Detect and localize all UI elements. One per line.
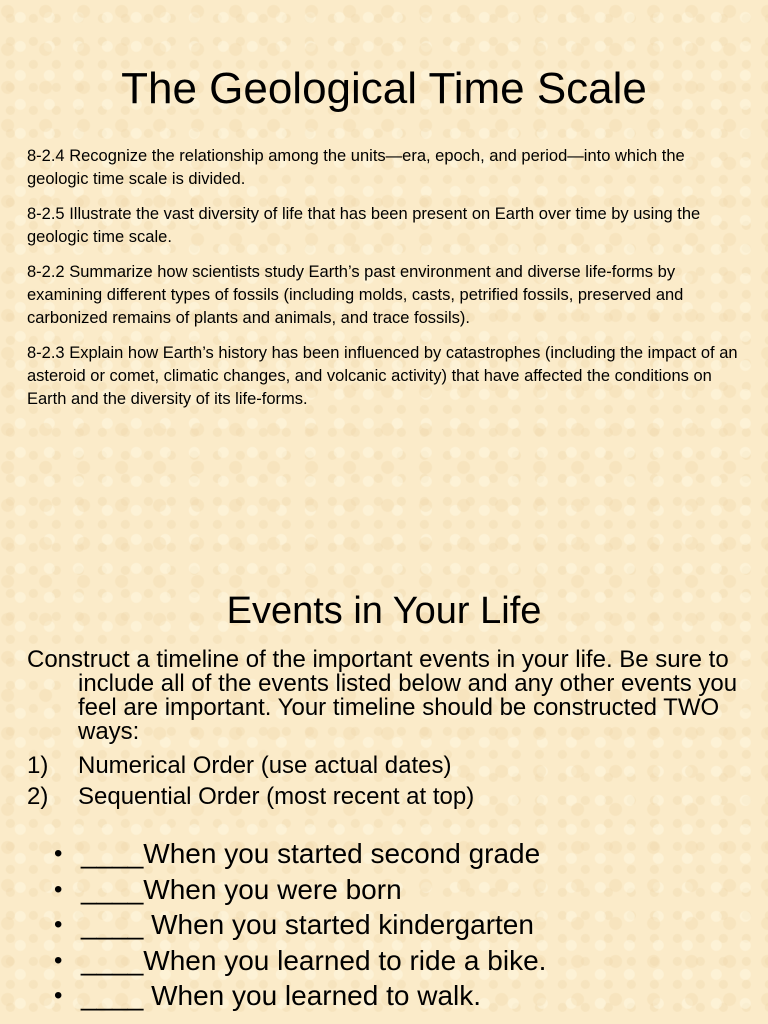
order-item bbox=[27, 750, 747, 781]
event-item bbox=[54, 872, 754, 908]
bullet-icon: • bbox=[54, 840, 63, 867]
event-item bbox=[54, 836, 754, 872]
standards-list bbox=[27, 145, 747, 423]
event-text: ____When you started second grade bbox=[81, 838, 541, 869]
bullet-icon: • bbox=[54, 875, 63, 903]
standard-item bbox=[27, 203, 747, 249]
order-number: 2) bbox=[27, 783, 49, 810]
standard-item bbox=[27, 342, 747, 411]
order-list bbox=[27, 750, 747, 812]
order-number: 1) bbox=[27, 752, 49, 779]
slide-events-in-your-life bbox=[0, 512, 768, 1024]
standard-text: Recognize the relationship among the units—era, epoch, and period—into which the geologic time scale is divided. bbox=[27, 147, 685, 188]
event-text: ____ When you learned to walk. bbox=[81, 980, 482, 1012]
slide-title: Events in Your Life bbox=[226, 590, 542, 632]
order-text: Numerical Order (use actual dates) bbox=[78, 752, 452, 779]
event-text: ____When you learned to ride a bike. bbox=[81, 944, 547, 976]
standard-text: Explain how Earth’s history has been influenced by catastrophes (including the impact of an asteroid or comet, climatic changes, and volcanic activity) that have affected the conditions on Earth and the diversity of its life-forms. bbox=[27, 344, 738, 408]
standard-code: 8-2.3 bbox=[27, 344, 65, 362]
bullet-icon: • bbox=[54, 911, 63, 939]
standard-text: Illustrate the vast diversity of life that has been present on Earth over time by using the geologic time scale. bbox=[27, 205, 701, 246]
event-item bbox=[54, 943, 754, 979]
instructions-intro: Construct a timeline of the important events in your life. Be sure to include all of the events listed below and any other events you feel are important. Your timeline should be constructed TWO ways: bbox=[27, 646, 738, 745]
event-text: ____When you were born bbox=[81, 873, 402, 905]
standard-item bbox=[27, 145, 747, 191]
bullet-icon: • bbox=[54, 946, 63, 974]
instructions bbox=[27, 648, 747, 812]
standard-code: 8-2.5 bbox=[27, 205, 65, 223]
order-item bbox=[27, 781, 747, 812]
standard-code: 8-2.4 bbox=[27, 147, 65, 165]
standard-item bbox=[27, 261, 747, 330]
slide-title: The Geological Time Scale bbox=[121, 64, 647, 113]
event-item bbox=[54, 978, 754, 1014]
bullet-icon: • bbox=[54, 982, 63, 1010]
events-list bbox=[54, 836, 754, 1014]
event-text: ____ When you started kindergarten bbox=[81, 909, 534, 941]
event-item bbox=[54, 907, 754, 943]
standard-text: Summarize how scientists study Earth’s past environment and diverse life-forms by examining different types of fossils (including molds, casts, petrified fossils, preserved and carbonized remains of plants and animals, and trace fossils). bbox=[27, 263, 684, 327]
standard-code: 8-2.2 bbox=[27, 263, 65, 281]
order-text: Sequential Order (most recent at top) bbox=[78, 783, 475, 810]
